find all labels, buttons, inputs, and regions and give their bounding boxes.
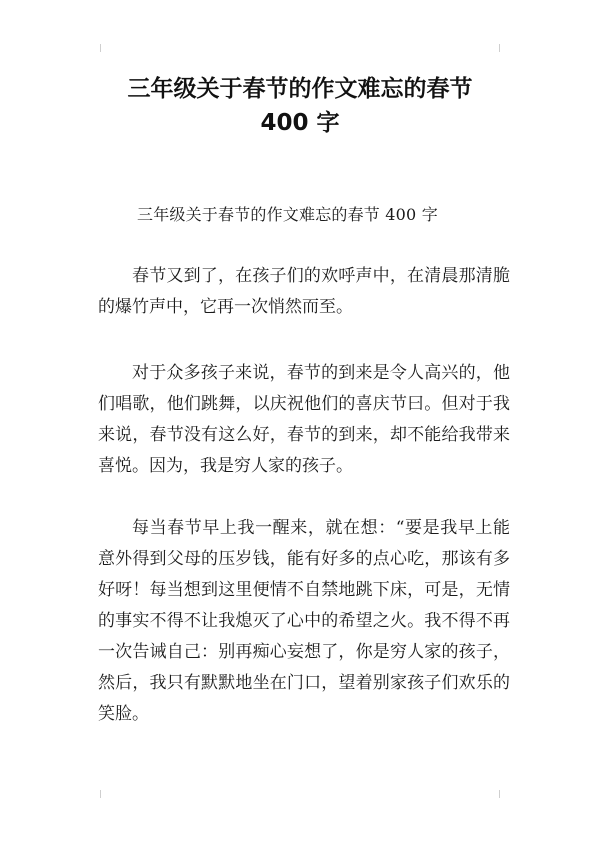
paragraph-1: 春节又到了，在孩子们的欢呼声中，在清晨那清脆的爆竹声中，它再一次悄然而至。	[98, 266, 510, 317]
corner-mark-top-right	[499, 44, 500, 52]
page-title-line1: 三年级关于春节的作文难忘的春节	[127, 76, 473, 102]
corner-mark-bottom-left	[100, 790, 101, 798]
paragraph-3: 每当春节早上我一醒来，就在想：“要是我早上能意外得到父母的压岁钱，能有好多的点心吃，那该有多好呀！每当想到这里便情不自禁地跳下床，可是，无情的事实不得不让我熄灭了心中的希望之火。我不得不再一次告诫自己：别再痴心妄想了，你是穷人家的孩子，然后，我只有默默地坐在门口，望着别家孩子们欢乐的笑脸。	[98, 518, 510, 724]
paragraph-2: 对于众多孩子来说，春节的到来是令人高兴的，他们唱歌，他们跳舞，以庆祝他们的喜庆节曰。但对于我来说，春节没有这么好，春节的到来，却不能给我带来喜悦。因为，我是穷人家的孩子。	[98, 363, 510, 476]
corner-mark-bottom-right	[499, 790, 500, 798]
document-subtitle: 三年级关于春节的作文难忘的春节 400 字	[137, 205, 438, 224]
corner-mark-top-left	[100, 44, 101, 52]
page-title-line2: 400 字	[260, 110, 340, 136]
